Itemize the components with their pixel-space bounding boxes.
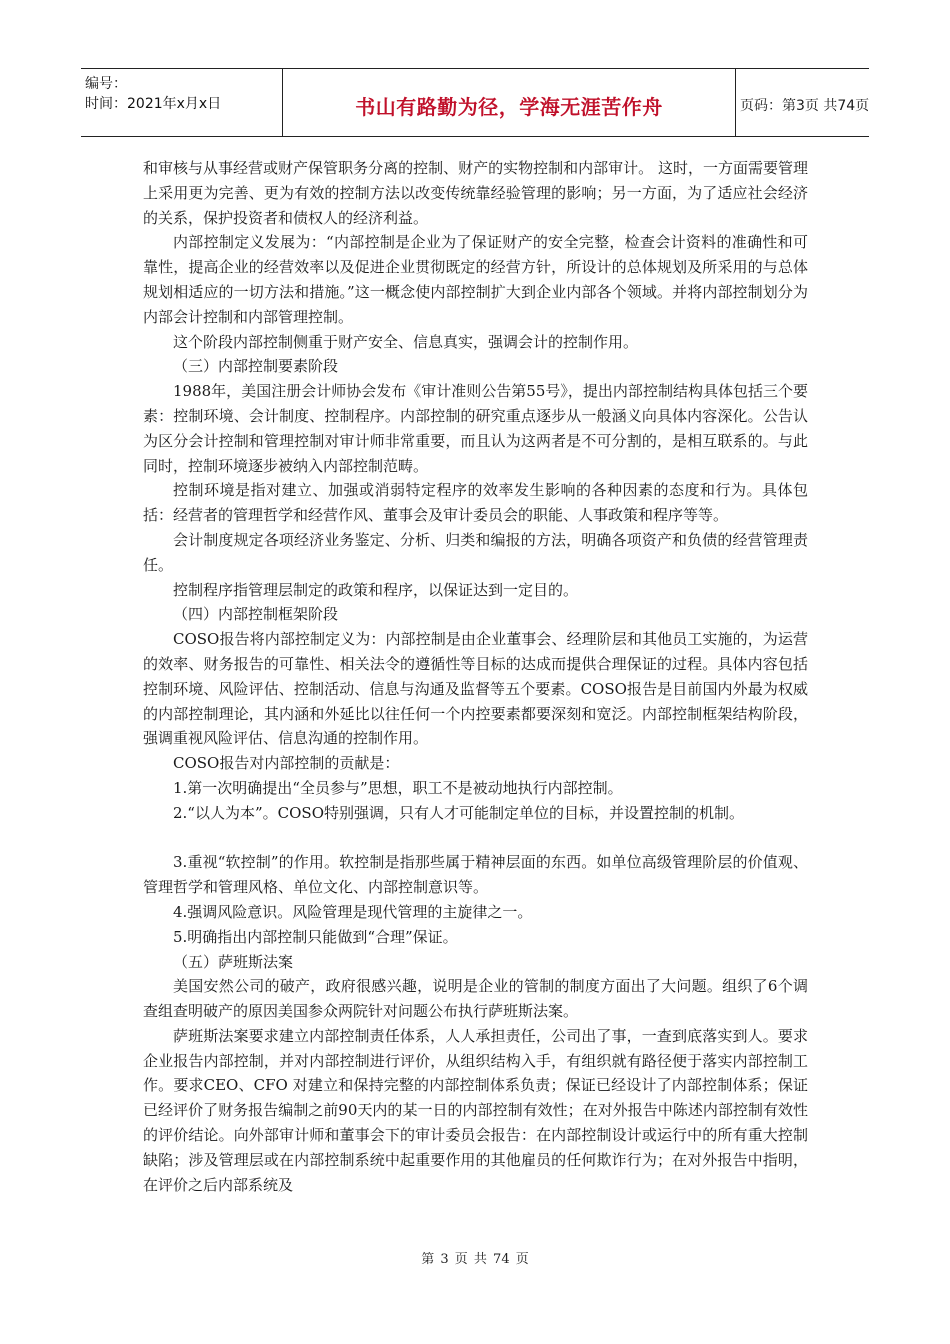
paragraph: 2.“以人为本”。COSO特别强调，只有人才可能制定单位的目标，并设置控制的机制。 (173, 803, 744, 822)
blank-line (143, 826, 808, 851)
page-label: 页码：第3页 共74页 (740, 98, 870, 114)
header-motto-cell (283, 69, 736, 136)
paragraph: COSO报告将内部控制定义为：内部控制是由企业董事会、经理阶层和其他员工实施的，为运营的效率、财务报告的可靠性、相关法令的遵循性等目标的达成而提供合理保证的过程。具体内容包括控制环境、风险评估、控制活动、信息与沟通及监督等五个要素。COSO报告是目前国内外最为权威的内部控制理论，其内涵和外延比以往任何一个内控要素都要深刻和宽泛。内部控制框架结构阶段，强调重视风险评估、信息沟通的控制作用。 (143, 630, 808, 748)
paragraph: 内部控制定义发展为：“内部控制是企业为了保证财产的安全完整，检查会计资料的准确性和可靠性，提高企业的经营效率以及促进企业贯彻既定的经营方针，所设计的总体规划及所采用的与总体规划相适应的一切方法和措施。”这一概念使内部控制扩大到企业内部各个领域。并将内部控制划分为内部会计控制和内部管理控制。 (143, 233, 808, 326)
page-footer: 第 3 页 共 74 页 (421, 1252, 529, 1267)
document-body (143, 156, 808, 1197)
paragraph: 1988年，美国注册会计师协会发布《审计准则公告第55号》，提出内部控制结构具体包括三个要素：控制环境、会计制度、控制程序。内部控制的研究重点逐步从一般涵义向具体内容深化。公告认为区分会计控制和管理控制对审计师非常重要，而且认为这两者是不可分割的，是相互联系的。与此同时，控制环境逐步被纳入内部控制范畴。 (143, 382, 808, 475)
paragraph: 4.强调风险意识。风险管理是现代管理的主旋律之一。 (173, 902, 533, 921)
paragraph: 会计制度规定各项经济业务鉴定、分析、归类和编报的方法，明确各项资产和负债的经营管理责任。 (143, 530, 808, 574)
code-label: 编号： (85, 76, 127, 92)
motto: 书山有路勤为径，学海无涯苦作舟 (355, 95, 663, 119)
paragraph: 3.重视“软控制”的作用。软控制是指那些属于精神层面的东西。如单位高级管理阶层的价值观、管理哲学和管理风格、单位文化、内部控制意识等。 (143, 853, 808, 897)
paragraph: 5.明确指出内部控制只能做到“合理”保证。 (173, 927, 458, 946)
paragraph: （三）内部控制要素阶段 (173, 357, 339, 376)
date-label: 时间：2021年x月x日 (85, 96, 222, 112)
paragraph: 这个阶段内部控制侧重于财产安全、信息真实，强调会计的控制作用。 (173, 332, 639, 351)
paragraph: 控制程序指管理层制定的政策和程序，以保证达到一定目的。 (173, 580, 579, 599)
header-info-cell (81, 69, 283, 136)
paragraph: （五）萨班斯法案 (173, 952, 294, 971)
paragraph: （四）内部控制框架阶段 (173, 605, 339, 624)
header-page-cell (736, 69, 869, 136)
paragraph: 萨班斯法案要求建立内部控制责任体系，人人承担责任，公司出了事，一查到底落实到人。要求企业报告内部控制，并对内部控制进行评价，从组织结构入手，有组织就有路径便于落实内部控制工作。要求CEO、CFO 对建立和保持完整的内部控制体系负责；保证已经设计了内部控制体系；保证已经评价了财务报告编制之前90天内的某一日的内部控制有效性；在对外报告中陈述内部控制有效性的评价结论。向外部审计师和董事会下的审计委员会报告：在内部控制设计或运行中的所有重大控制缺陷；涉及管理层或在内部控制系统中起重要作用的其他雇员的任何欺诈行为；在对外报告中指明，在评价之后内部系统及 (143, 1026, 808, 1194)
paragraph: 和审核与从事经营或财产保管职务分离的控制、财产的实物控制和内部审计。 这时，一方面需要管理上采用更为完善、更为有效的控制方法以改变传统靠经验管理的影响；另一方面，为了适应社会经济的关系，保护投资者和债权人的经济利益。 (143, 159, 808, 227)
header-table (81, 68, 869, 137)
paragraph: COSO报告对内部控制的贡献是： (173, 754, 400, 773)
paragraph: 美国安然公司的破产，政府很感兴趣，说明是企业的管制的制度方面出了大问题。组织了6个调查组查明破产的原因美国参众两院针对问题公布执行萨班斯法案。 (143, 977, 808, 1021)
paragraph: 控制环境是指对建立、加强或消弱特定程序的效率发生影响的各种因素的态度和行为。具体包括：经营者的管理哲学和经营作风、董事会及审计委员会的职能、人事政策和程序等等。 (143, 481, 808, 525)
paragraph: 1.第一次明确提出“全员参与”思想，职工不是被动地执行内部控制。 (173, 778, 623, 797)
